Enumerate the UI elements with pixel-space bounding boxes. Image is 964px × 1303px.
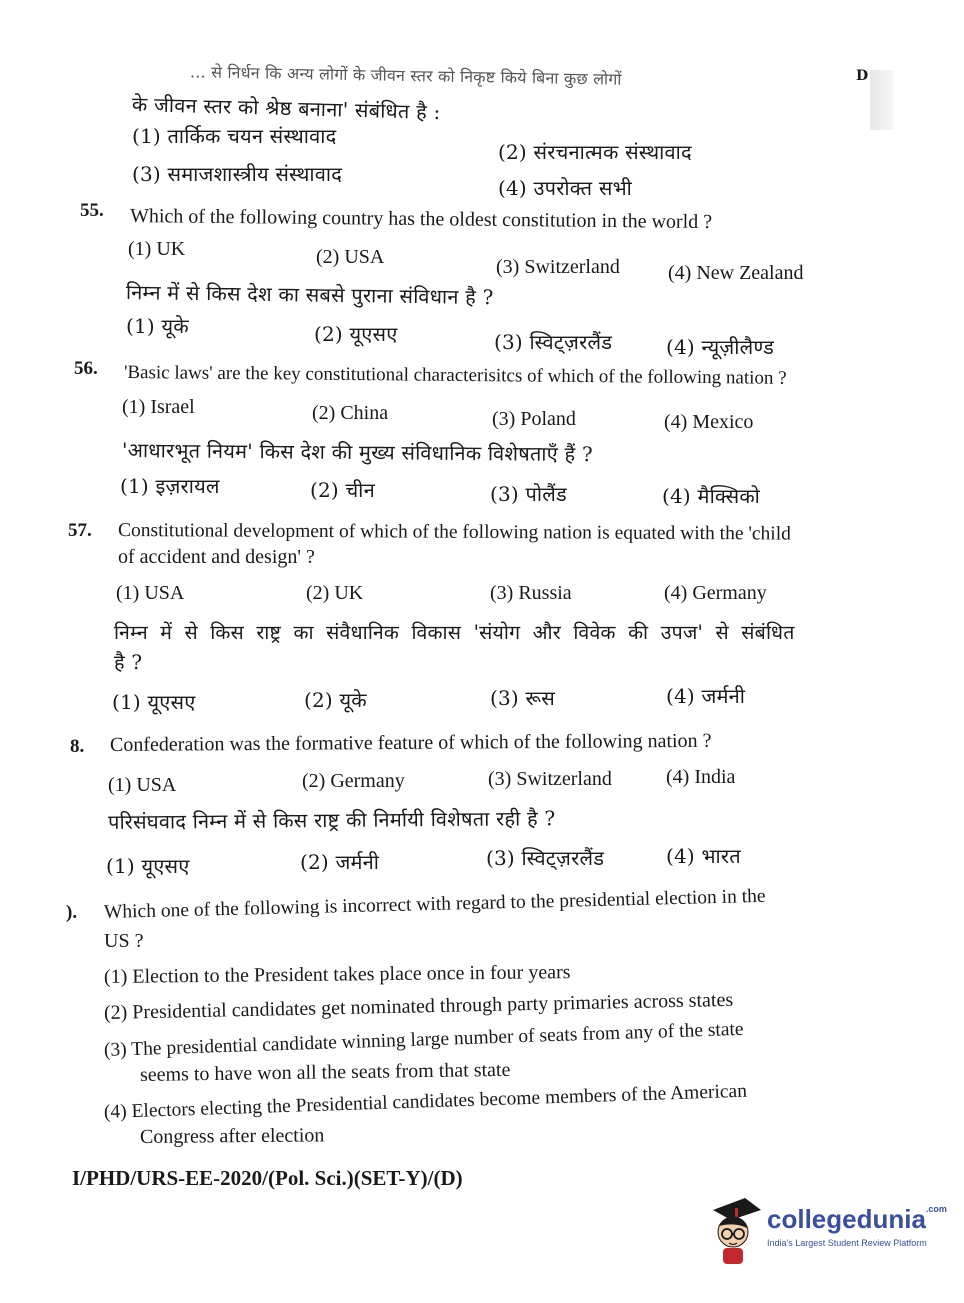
- q56-question-en: 'Basic laws' are the key constitutional characterisitcs of which of the following nation ?: [123, 362, 787, 389]
- q55-en-option-2[interactable]: (2) USA: [316, 246, 385, 268]
- q54-option-3[interactable]: (3) समाजशास्त्रीय संस्थावाद: [132, 162, 343, 186]
- q56-hi-option-1[interactable]: (1) इज़रायल: [120, 474, 220, 498]
- q59-question-en-line1: Which one of the following is incorrect with regard to the presidential election in the: [103, 885, 766, 923]
- collegedunia-logo: [705, 1196, 947, 1266]
- q56-hi-option-2[interactable]: (2) चीन: [310, 478, 375, 502]
- q57-question-hi-line1: निम्न में से किस राष्ट्र का संवैधानिक विकास 'संयोग और विवेक की उपज' से संबंधित: [114, 621, 795, 644]
- q59-option-2[interactable]: (2) Presidential candidates get nominated through party primaries across states: [103, 988, 734, 1024]
- q54-option-4[interactable]: (4) उपरोक्त सभी: [498, 176, 633, 200]
- q56-hi-option-3[interactable]: (3) पोलैंड: [490, 482, 567, 506]
- q54-top-fragment: ... से निर्धन कि अन्य लोगों के जीवन स्तर को निकृष्ट किये बिना कुछ लोगों: [189, 62, 622, 89]
- q59-option-4-line2: Congress after election: [139, 1124, 325, 1148]
- q55-hi-option-1[interactable]: (1) यूके: [126, 314, 189, 338]
- logo-tagline: India's Largest Student Review Platform: [767, 1238, 927, 1248]
- q57-en-option-2[interactable]: (2) UK: [306, 582, 364, 604]
- q56-en-option-4[interactable]: (4) Mexico: [664, 411, 754, 433]
- q58-question-en: Confederation was the formative feature of which of the following nation ?: [109, 729, 712, 756]
- q57-en-option-4[interactable]: (4) Germany: [664, 582, 767, 604]
- q55-hi-option-2[interactable]: (2) यूएसए: [314, 322, 398, 346]
- mascot-icon: [705, 1196, 763, 1266]
- q59-option-3-line1[interactable]: (3) The presidential candidate winning large number of seats from any of the state: [103, 1018, 744, 1061]
- q56-en-option-2[interactable]: (2) China: [312, 402, 389, 424]
- q57-hi-option-2[interactable]: (2) यूके: [304, 688, 367, 712]
- q54-question-line: के जीवन स्तर को श्रेष्ठ बनाना' संबंधित है :: [131, 92, 441, 125]
- q57-number: 57.: [68, 520, 92, 541]
- q55-en-option-1[interactable]: (1) UK: [128, 238, 186, 260]
- q58-hi-option-2[interactable]: (2) जर्मनी: [300, 850, 380, 874]
- q56-number: 56.: [74, 358, 98, 379]
- q57-en-option-1[interactable]: (1) USA: [116, 582, 185, 604]
- q56-hi-option-4[interactable]: (4) मैक्सिको: [662, 484, 761, 508]
- q59-number: ).: [66, 902, 78, 923]
- q57-hi-option-4[interactable]: (4) जर्मनी: [666, 684, 746, 708]
- q58-hi-option-1[interactable]: (1) यूएसए: [106, 854, 190, 878]
- scan-edge: [870, 70, 894, 130]
- q58-number: 8.: [70, 736, 85, 757]
- logo-wordmark: collegedunia$^{.com}$: [767, 1204, 947, 1234]
- q57-hi-option-3[interactable]: (3) रूस: [490, 686, 555, 710]
- q57-question-hi-line2: है ?: [114, 650, 143, 674]
- q55-en-option-3[interactable]: (3) Switzerland: [496, 256, 620, 278]
- q59-option-3-line2: seems to have won all the seats from that state: [139, 1058, 511, 1086]
- q59-option-4-line1[interactable]: (4) Electors electing the Presidential candidates become members of the American: [103, 1080, 748, 1123]
- page-corner-label: D: [856, 68, 869, 84]
- q56-en-option-3[interactable]: (3) Poland: [492, 408, 576, 430]
- q57-question-en-line1: Constitutional development of which of the following nation is equated with the 'child: [117, 520, 791, 545]
- q55-question-hi: निम्न में से किस देश का सबसे पुराना संविधान है ?: [125, 280, 494, 310]
- q56-question-hi: 'आधारभूत नियम' किस देश की मुख्य संविधानिक विशेषताएँ हैं ?: [121, 438, 593, 467]
- q57-hi-option-1[interactable]: (1) यूएसए: [112, 690, 196, 714]
- q58-en-option-4[interactable]: (4) India: [666, 766, 736, 788]
- q55-en-option-4[interactable]: (4) New Zealand: [668, 262, 804, 284]
- q55-hi-option-3[interactable]: (3) स्विट्ज़रलैंड: [494, 330, 613, 354]
- q54-option-1[interactable]: (1) तार्किक चयन संस्थावाद: [132, 124, 337, 148]
- q55-hi-option-4[interactable]: (4) न्यूज़ीलैण्ड: [666, 335, 774, 359]
- q58-question-hi: परिसंघवाद निम्न में से किस राष्ट्र की निर्मायी विशेषता रही है ?: [107, 806, 556, 834]
- q56-en-option-1[interactable]: (1) Israel: [122, 396, 195, 418]
- q58-hi-option-4[interactable]: (4) भारत: [666, 844, 741, 868]
- q57-question-en-line2: of accident and design' ?: [118, 546, 315, 568]
- q59-question-en-line2: US ?: [104, 930, 144, 952]
- q55-number: 55.: [80, 200, 104, 221]
- q58-hi-option-3[interactable]: (3) स्विट्ज़रलैंड: [486, 846, 605, 870]
- q58-en-option-2[interactable]: (2) Germany: [302, 770, 405, 792]
- q59-option-1[interactable]: (1) Election to the President takes place once in four years: [103, 961, 571, 988]
- footer-paper-code: I/PHD/URS-EE-2020/(Pol. Sci.)(SET-Y)/(D): [72, 1166, 463, 1190]
- q58-en-option-1[interactable]: (1) USA: [108, 774, 177, 796]
- q55-question-en: Which of the following country has the oldest constitution in the world ?: [129, 205, 713, 234]
- q58-en-option-3[interactable]: (3) Switzerland: [488, 768, 612, 790]
- q54-option-2[interactable]: (2) संरचनात्मक संस्थावाद: [498, 140, 692, 164]
- q57-en-option-3[interactable]: (3) Russia: [490, 582, 572, 604]
